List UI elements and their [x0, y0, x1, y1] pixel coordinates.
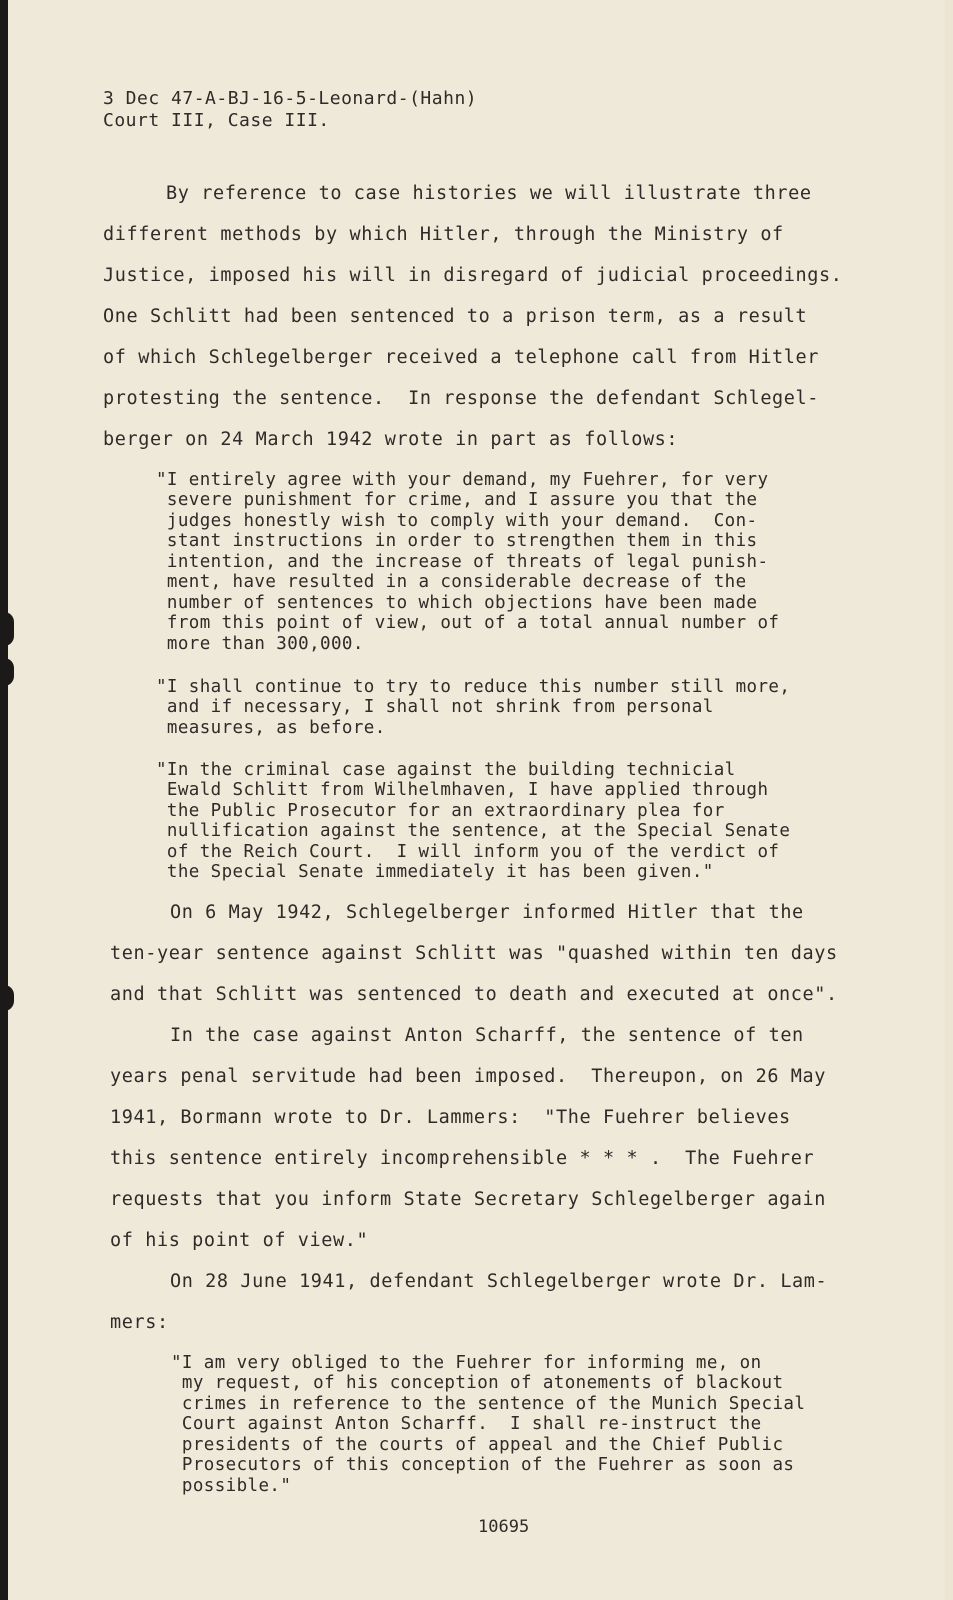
para1-line: By reference to case histories we will illustrate three	[166, 183, 812, 204]
quote1-line: judges honestly wish to comply with your demand. Con-	[156, 511, 758, 531]
para4-line: mers:	[110, 1312, 169, 1333]
para1-line: different methods by which Hitler, through the Ministry of	[103, 224, 784, 245]
para4-line: On 28 June 1941, defendant Schlegelberger wrote Dr. Lam-	[123, 1271, 828, 1292]
para2-line: ten-year sentence against Schlitt was "quashed within ten days	[110, 943, 838, 964]
para2-line: On 6 May 1942, Schlegelberger informed Hitler that the	[123, 902, 804, 923]
para3-line: 1941, Bormann wrote to Dr. Lammers: "The Fuehrer believes	[110, 1107, 791, 1128]
para3-line: In the case against Anton Scharff, the sentence of ten	[123, 1025, 804, 1046]
quote4-line: presidents of the courts of appeal and the Chief Public	[171, 1435, 784, 1455]
document-page	[8, 0, 945, 1600]
para1-line: berger on 24 March 1942 wrote in part as follows:	[103, 429, 679, 450]
quote1-line: from this point of view, out of a total annual number of	[156, 613, 780, 633]
quote3-line: the Public Prosecutor for an extraordinary plea for	[156, 801, 725, 821]
quote1-line: "I entirely agree with your demand, my Fuehrer, for very	[156, 470, 769, 490]
quote4-line: my request, of his conception of atonements of blackout	[171, 1373, 784, 1393]
quote3-line: Ewald Schlitt from Wilhelmhaven, I have applied through	[156, 780, 769, 800]
quote1-line: ment, have resulted in a considerable decrease of the	[156, 572, 747, 592]
para1-line: One Schlitt had been sentenced to a prison term, as a result	[103, 306, 808, 327]
header-line-1: 3 Dec 47-A-BJ-16-5-Leonard-(Hahn)	[103, 88, 478, 109]
quote3-line: of the Reich Court. I will inform you of the verdict of	[156, 842, 780, 862]
quote3-line: the Special Senate immediately it has been given."	[156, 862, 714, 882]
quote2-line: and if necessary, I shall not shrink from personal	[156, 697, 714, 717]
header-line-2: Court III, Case III.	[103, 110, 330, 131]
quote4-line: possible."	[171, 1476, 292, 1496]
para3-line: of his point of view."	[110, 1230, 369, 1251]
quote4-line: "I am very obliged to the Fuehrer for informing me, on	[171, 1353, 762, 1373]
quote2-line: measures, as before.	[156, 718, 386, 738]
page-number: 10695	[478, 1517, 530, 1537]
binding-punch-hole	[0, 985, 14, 1011]
quote4-line: Court against Anton Scharff. I shall re-instruct the	[171, 1414, 762, 1434]
para1-line: of which Schlegelberger received a telephone call from Hitler	[103, 347, 820, 368]
quote3-line: "In the criminal case against the building technicial	[156, 760, 736, 780]
para1-line: protesting the sentence. In response the defendant Schlegel-	[103, 388, 820, 409]
quote1-line: number of sentences to which objections have been made	[156, 593, 758, 613]
page-binding-edge	[0, 0, 8, 1600]
para3-line: years penal servitude had been imposed. Thereupon, on 26 May	[110, 1066, 827, 1087]
quote3-line: nullification against the sentence, at the Special Senate	[156, 821, 791, 841]
quote1-line: stant instructions in order to strengthen them in this	[156, 531, 758, 551]
quote1-line: severe punishment for crime, and I assure you that the	[156, 490, 758, 510]
quote4-line: Prosecutors of this conception of the Fuehrer as soon as	[171, 1455, 795, 1475]
para2-line: and that Schlitt was sentenced to death and executed at once".	[110, 984, 838, 1005]
para1-line: Justice, imposed his will in disregard of judicial proceedings.	[103, 265, 843, 286]
quote4-line: crimes in reference to the sentence of the Munich Special	[171, 1394, 806, 1414]
quote1-line: more than 300,000.	[156, 634, 364, 654]
para3-line: this sentence entirely incomprehensible * * * . The Fuehrer	[110, 1148, 815, 1169]
binding-punch-hole	[0, 658, 14, 686]
quote1-line: intention, and the increase of threats of legal punish-	[156, 552, 769, 572]
quote2-line: "I shall continue to try to reduce this number still more,	[156, 677, 791, 697]
binding-punch-hole	[0, 612, 14, 646]
para3-line: requests that you inform State Secretary Schlegelberger again	[110, 1189, 827, 1210]
